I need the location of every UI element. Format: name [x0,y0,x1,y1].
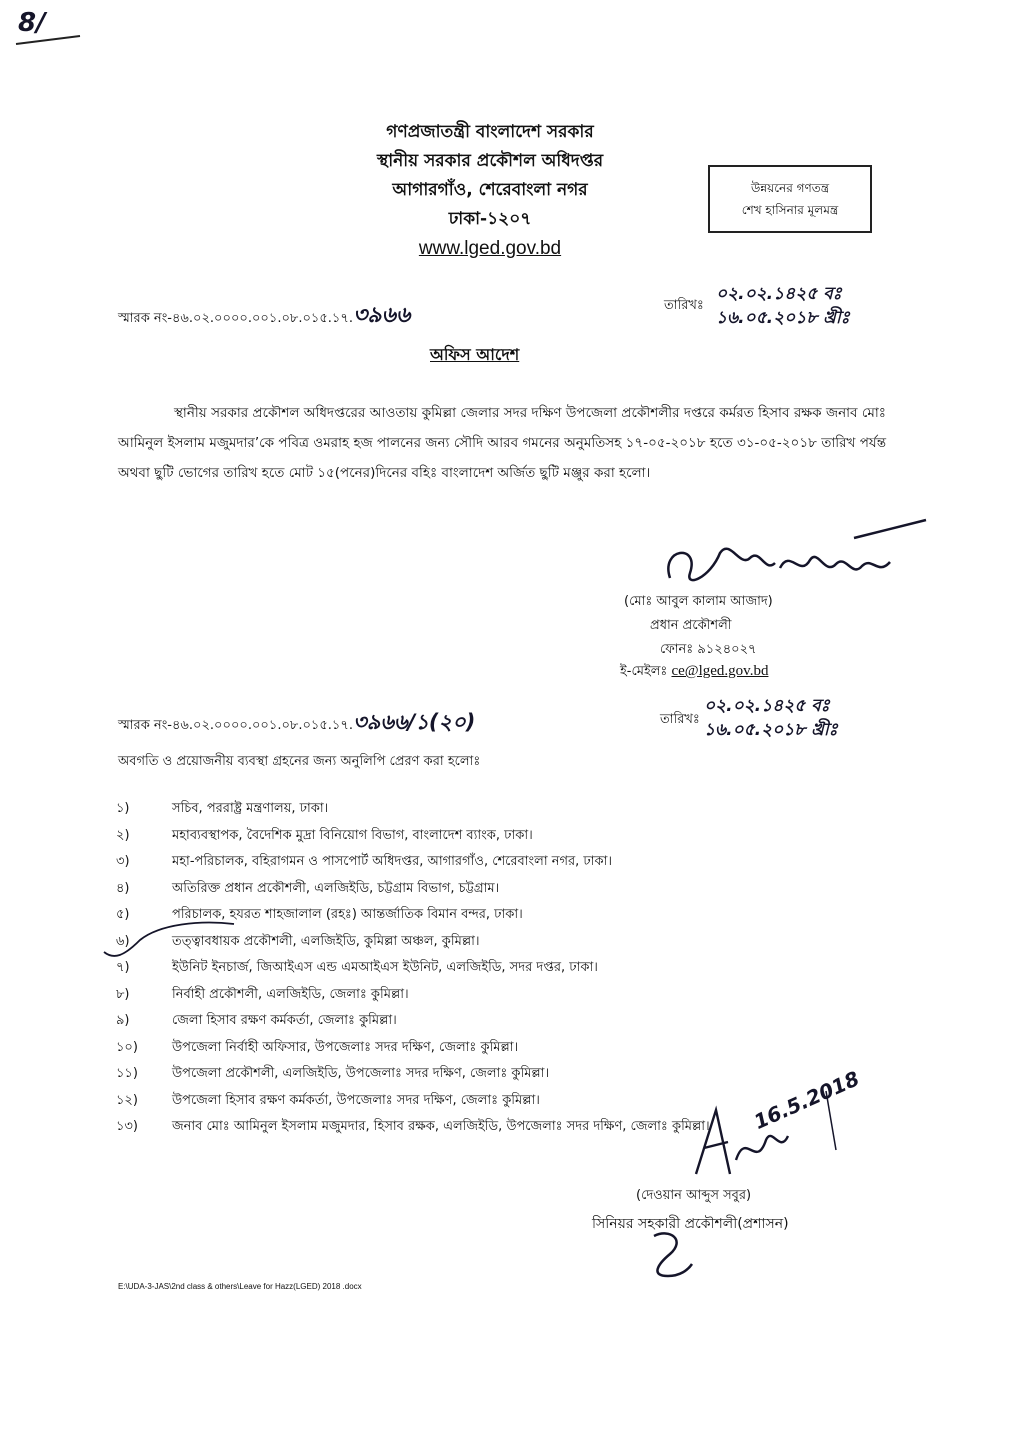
cc-list [112,796,872,1141]
memo-number-2 [118,706,475,741]
city-line: ঢাকা-১২০৭ [448,209,532,229]
file-path-footer: E:\UDA-3-JAS\2nd class & others\Leave for Hazz(LGED) 2018 .docx [118,1282,362,1291]
memo-number-handwritten: ৩৯৬৬/১(২০) [352,710,476,734]
signatory-1-phone: ফোনঃ ৯১২৪০২৭ [660,642,757,657]
list-item [112,849,872,876]
handwritten-date: 16.5.2018 [750,1066,863,1134]
signatory-2-name: (দেওয়ান আব্দুস সবুর) [636,1188,752,1203]
list-item-text: উপজেলা প্রকৌশলী, এলজিইডি, উপজেলাঃ সদর দক্ষিণ, জেলাঃ কুমিল্লা। [172,1066,550,1081]
list-item [112,1061,872,1088]
cc-intro: অবগতি ও প্রয়োজনীয় ব্যবস্থা গ্রহনের জন্য অনুলিপি প্রেরণ করা হলোঃ [118,754,481,769]
list-item-number: ৮) [116,986,130,1002]
motto-line-1: উন্নয়নের গণতন্ত্র [750,181,830,195]
motto-box [708,165,872,233]
list-item-number: ১৩) [116,1119,138,1134]
date-bangla: ০২.০২.১৪২৫ বঃ [716,284,842,304]
email-label: ই-মেইলঃ [620,664,668,679]
list-item-text: জেলা হিসাব রক্ষণ কর্মকর্তা, জেলাঃ কুমিল্লা। [172,1013,397,1028]
list-item-text: উপজেলা নির্বাহী অফিসার, উপজেলাঃ সদর দক্ষিণ, জেলাঃ কুমিল্লা। [172,1039,519,1055]
website-link[interactable]: www.lged.gov.bd [418,238,562,259]
list-item-number: ৫) [116,907,130,922]
order-title: অফিস আদেশ [430,345,520,364]
list-item-text: উপজেলা হিসাব রক্ষণ কর্মকর্তা, উপজেলাঃ সদর দক্ষিণ, জেলাঃ কুমিল্লা। [172,1092,540,1108]
email-link[interactable]: ce@lged.gov.bd [671,663,769,679]
address-line: আগারগাঁও, শেরেবাংলা নগর [392,180,588,200]
list-item-number: ৭) [116,960,130,975]
list-item-text: জনাব মোঃ আমিনুল ইসলাম মজুমদার, হিসাব রক্ষক, এলজিইডি, উপজেলাঃ সদর দক্ষিণ, জেলাঃ কুমিল্লা। [172,1119,710,1134]
corner-underline [14,30,84,50]
memo-date-2 [660,710,700,731]
memo-number-label: স্মারক নং-৪৬.০২.০০০০.০০১.০৮.০১৫.১৭. [118,311,353,326]
list-item [112,876,872,903]
list-item-text: ইউনিট ইনচার্জ, জিআইএস এন্ড এমআইএস ইউনিট, এলজিইডি, সদর দপ্তর, ঢাকা। [172,960,598,975]
memo-number-handwritten: ৩৯৬৬ [352,303,411,328]
list-item [112,823,872,850]
list-item-number: ১১) [116,1066,138,1081]
list-item-number: ২) [116,827,130,843]
list-item-number: ৯) [116,1013,130,1028]
memo-date-2-handwritten [704,694,838,742]
list-item-number: ১) [116,801,130,816]
list-item-text: মহা-পরিচালক, বহিরাগমন ও পাসপোর্ট অধিদপ্তর, আগারগাঁও, শেরেবাংলা নগর, ঢাকা। [172,854,613,869]
list-item [112,982,872,1009]
letterhead [260,118,720,260]
list-item-text: সচিব, পররাষ্ট্র মন্ত্রণালয়, ঢাকা। [172,801,329,816]
date-gregorian: ১৬.০৫.২০১৮ খ্রীঃ [716,308,850,328]
signatory-1-designation: প্রধান প্রকৌশলী [650,618,732,633]
date-gregorian: ১৬.০৫.২০১৮ খ্রীঃ [704,720,838,740]
memo-number-label: স্মারক নং-৪৬.০২.০০০০.০০১.০৮.০১৫.১৭. [118,718,353,733]
signatory-1-email [620,662,768,683]
govt-name: গণপ্রজাতন্ত্রী বাংলাদেশ সরকার [386,122,594,142]
department-name: স্থানীয় সরকার প্রকৌশল অধিদপ্তর [376,151,604,171]
initial-mark [640,1226,700,1286]
date-bangla: ০২.০২.১৪২৫ বঃ [704,696,830,716]
list-item [112,1008,872,1035]
list-item-number: ৬) [116,933,130,949]
list-item-text: তত্ত্বাবধায়ক প্রকৌশলী, এলজিইডি, কুমিল্লা অঞ্চল, কুমিল্লা। [172,933,480,949]
memo-date-1 [664,296,704,317]
list-item-text: নির্বাহী প্রকৌশলী, এলজিইডি, জেলাঃ কুমিল্লা। [172,986,409,1002]
list-item-text: অতিরিক্ত প্রধান প্রকৌশলী, এলজিইডি, চট্টগ্রাম বিভাগ, চট্টগ্রাম। [172,880,500,896]
handwritten-tick-mark [100,916,240,962]
order-body: স্থানীয় সরকার প্রকৌশল অধিদপ্তরের আওতায় কুমিল্লা জেলার সদর দক্ষিণ উপজেলা প্রকৌশলীর দপ্তরে কর্মরত হিসাব রক্ষক জনাব মোঃ আমিনুল ইসলাম মজুমদার’কে পবিত্র ওমরাহ হজ পালনের জন্য সৌদি আরব গমনের অনুমতিসহ ১৭-০৫-২০১৮ হতে ৩১-০৫-২০১৮ তারিখ পর্যন্ত অথবা ছুটি ভোগের তারিখ হতে মোট ১৫(পনের)দিনের বহিঃ বাংলাদেশ অর্জিত ছুটি মঞ্জুর করা হলো। [118,405,886,481]
memo-date-1-handwritten [716,282,850,330]
list-item [112,796,872,823]
list-item-text: পরিচালক, হযরত শাহজালাল (রহঃ) আন্তর্জাতিক বিমান বন্দর, ঢাকা। [172,907,523,922]
motto-line-2: শেখ হাসিনার মূলমন্ত্র [741,203,839,217]
list-item-number: ১০) [116,1039,138,1055]
list-item [112,1035,872,1062]
memo-number-1 [118,298,410,335]
corner-handwritten-mark: 8/ [18,8,46,38]
list-item-text: মহাব্যবস্থাপক, বৈদেশিক মুদ্রা বিনিয়োগ বিভাগ, বাংলাদেশ ব্যাংক, ঢাকা। [172,827,533,843]
date-label: তারিখঃ [664,298,704,313]
list-item-number: ১২) [116,1092,138,1108]
date-label: তারিখঃ [660,712,700,727]
signatory-2-designation: সিনিয়র সহকারী প্রকৌশলী(প্রশাসন) [592,1216,789,1232]
list-item-number: ৩) [116,854,130,869]
signatory-1-name: (মোঃ আবুল কালাম আজাদ) [624,594,773,609]
list-item-number: ৪) [116,880,130,896]
